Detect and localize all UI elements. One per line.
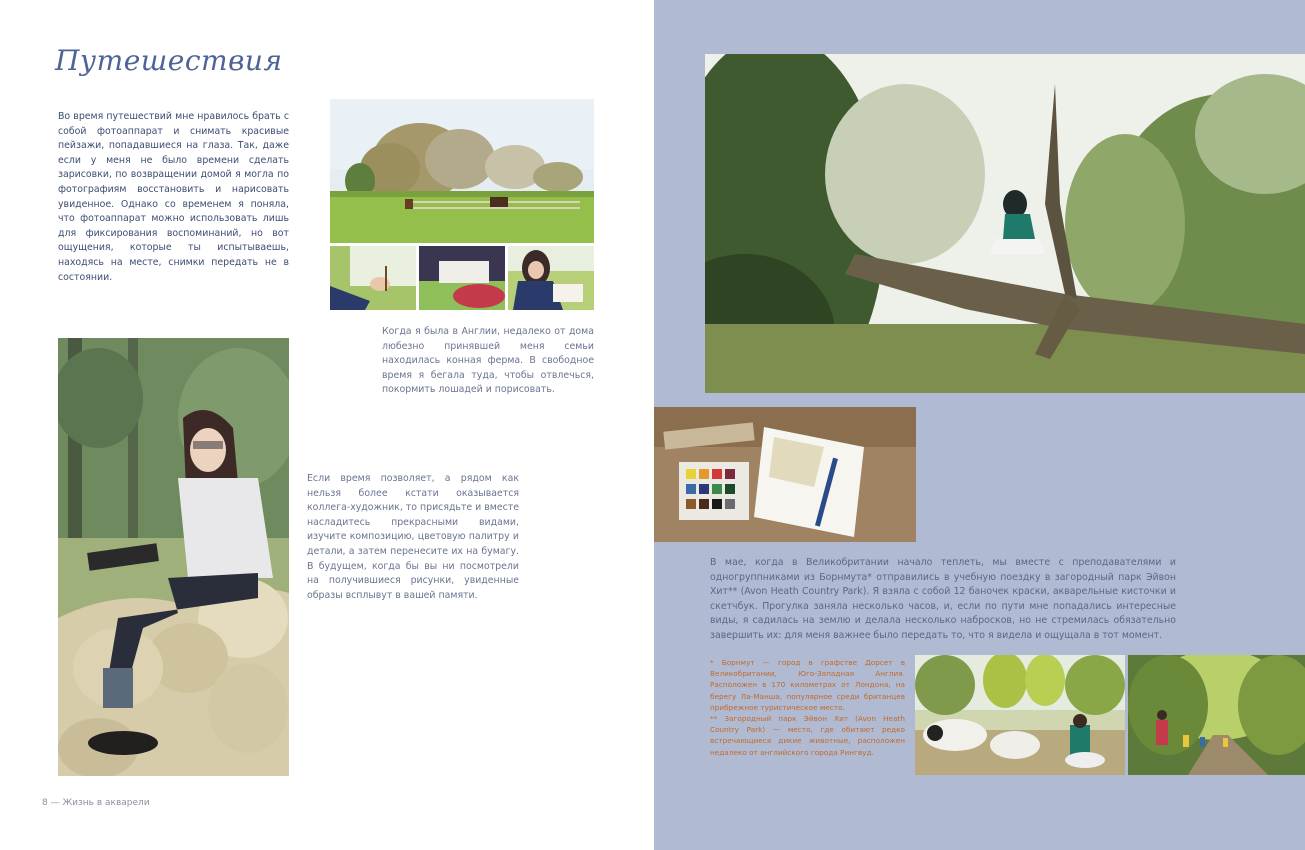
intro-paragraph: Во время путешествий мне нравилось брать с собой фотоаппарат и снимать красивые пейзажи, попадавшиеся на глаза. Так, даже если у меня не было времени сделать зарисовки, по возвращении домой я могла по фотографиям восстановить и нарисовать увиденное. Однако со временем я поняла, что фотоаппарат можно использовать лишь для фиксирования воспоминаний, но вот ощущения, которые ты испытываешь, находясь на месте, снимки передать не в состоянии. bbox=[58, 111, 289, 283]
girl-sketchbook-photo bbox=[508, 246, 594, 310]
forest-path-photo bbox=[1128, 655, 1305, 775]
footnote-bournemouth: * Борнмут — город в графстве Дорсет в Великобритании, Юго-Западная Англия. Расположен в 170 километрах от Лондона, на берегу Ла-Манша, популярное среди британцев прибрежное туристическое место. bbox=[710, 658, 905, 712]
painting-hands-photo bbox=[330, 246, 416, 310]
page-footer: 8 — Жизнь в акварели bbox=[42, 798, 150, 808]
right-page bbox=[654, 0, 1305, 850]
cows-park-photo bbox=[915, 655, 1125, 775]
colleague-paragraph: Если время позволяет, а рядом как нельзя более кстати оказывается коллега-художник, то присядьте и вместе насладитесь прекрасными видами, изучите композицию, цветовую палитру и детали, а затем перенесите их на бумагу. В будущем, когда бы вы ни посмотрели на получившиеся рисунки, увиденные образы всплывут в вашей памяти. bbox=[307, 473, 519, 601]
horse-farm-photo bbox=[330, 99, 594, 243]
watercolor-kit-photo bbox=[654, 407, 916, 542]
farm-paragraph: Когда я была в Англии, недалеко от дома любезно принявшей меня семьи находилась конная ферма. В свободное время я бегала туда, чтобы отвлечься, покормить лошадей и порисовать. bbox=[382, 326, 594, 396]
sketching-grass-photo bbox=[419, 246, 505, 310]
page-title: Путешествия bbox=[55, 44, 283, 77]
footnote-avon-heath: ** Загородный парк Эйвон Хит (Avon Heath Country Park) — место, где обитают редко встречающиеся дикие животные, расположен недалеко от английского города Рингвуд. bbox=[710, 714, 905, 757]
girl-on-wall-photo bbox=[58, 338, 289, 776]
trip-paragraph: В мае, когда в Великобритании начало теплеть, мы вместе с преподавателями и одногруппниками из Борнмута* отправились в учебную поездку в загородный парк Эйвон Хит** (Avon Heath Country Park). Я взяла с собой 12 баночек краски, акварельные кисточки и скетчбук. Прогулка заняла несколько часов, и, если по пути мне попадались интересные виды, я садилась на землю и делала несколько набросков, но не стремилась обязательно завершить их: для меня важнее было передать то, что я видела и ощущала в тот момент. bbox=[710, 557, 1176, 641]
girl-on-fallen-tree-photo bbox=[705, 54, 1305, 393]
